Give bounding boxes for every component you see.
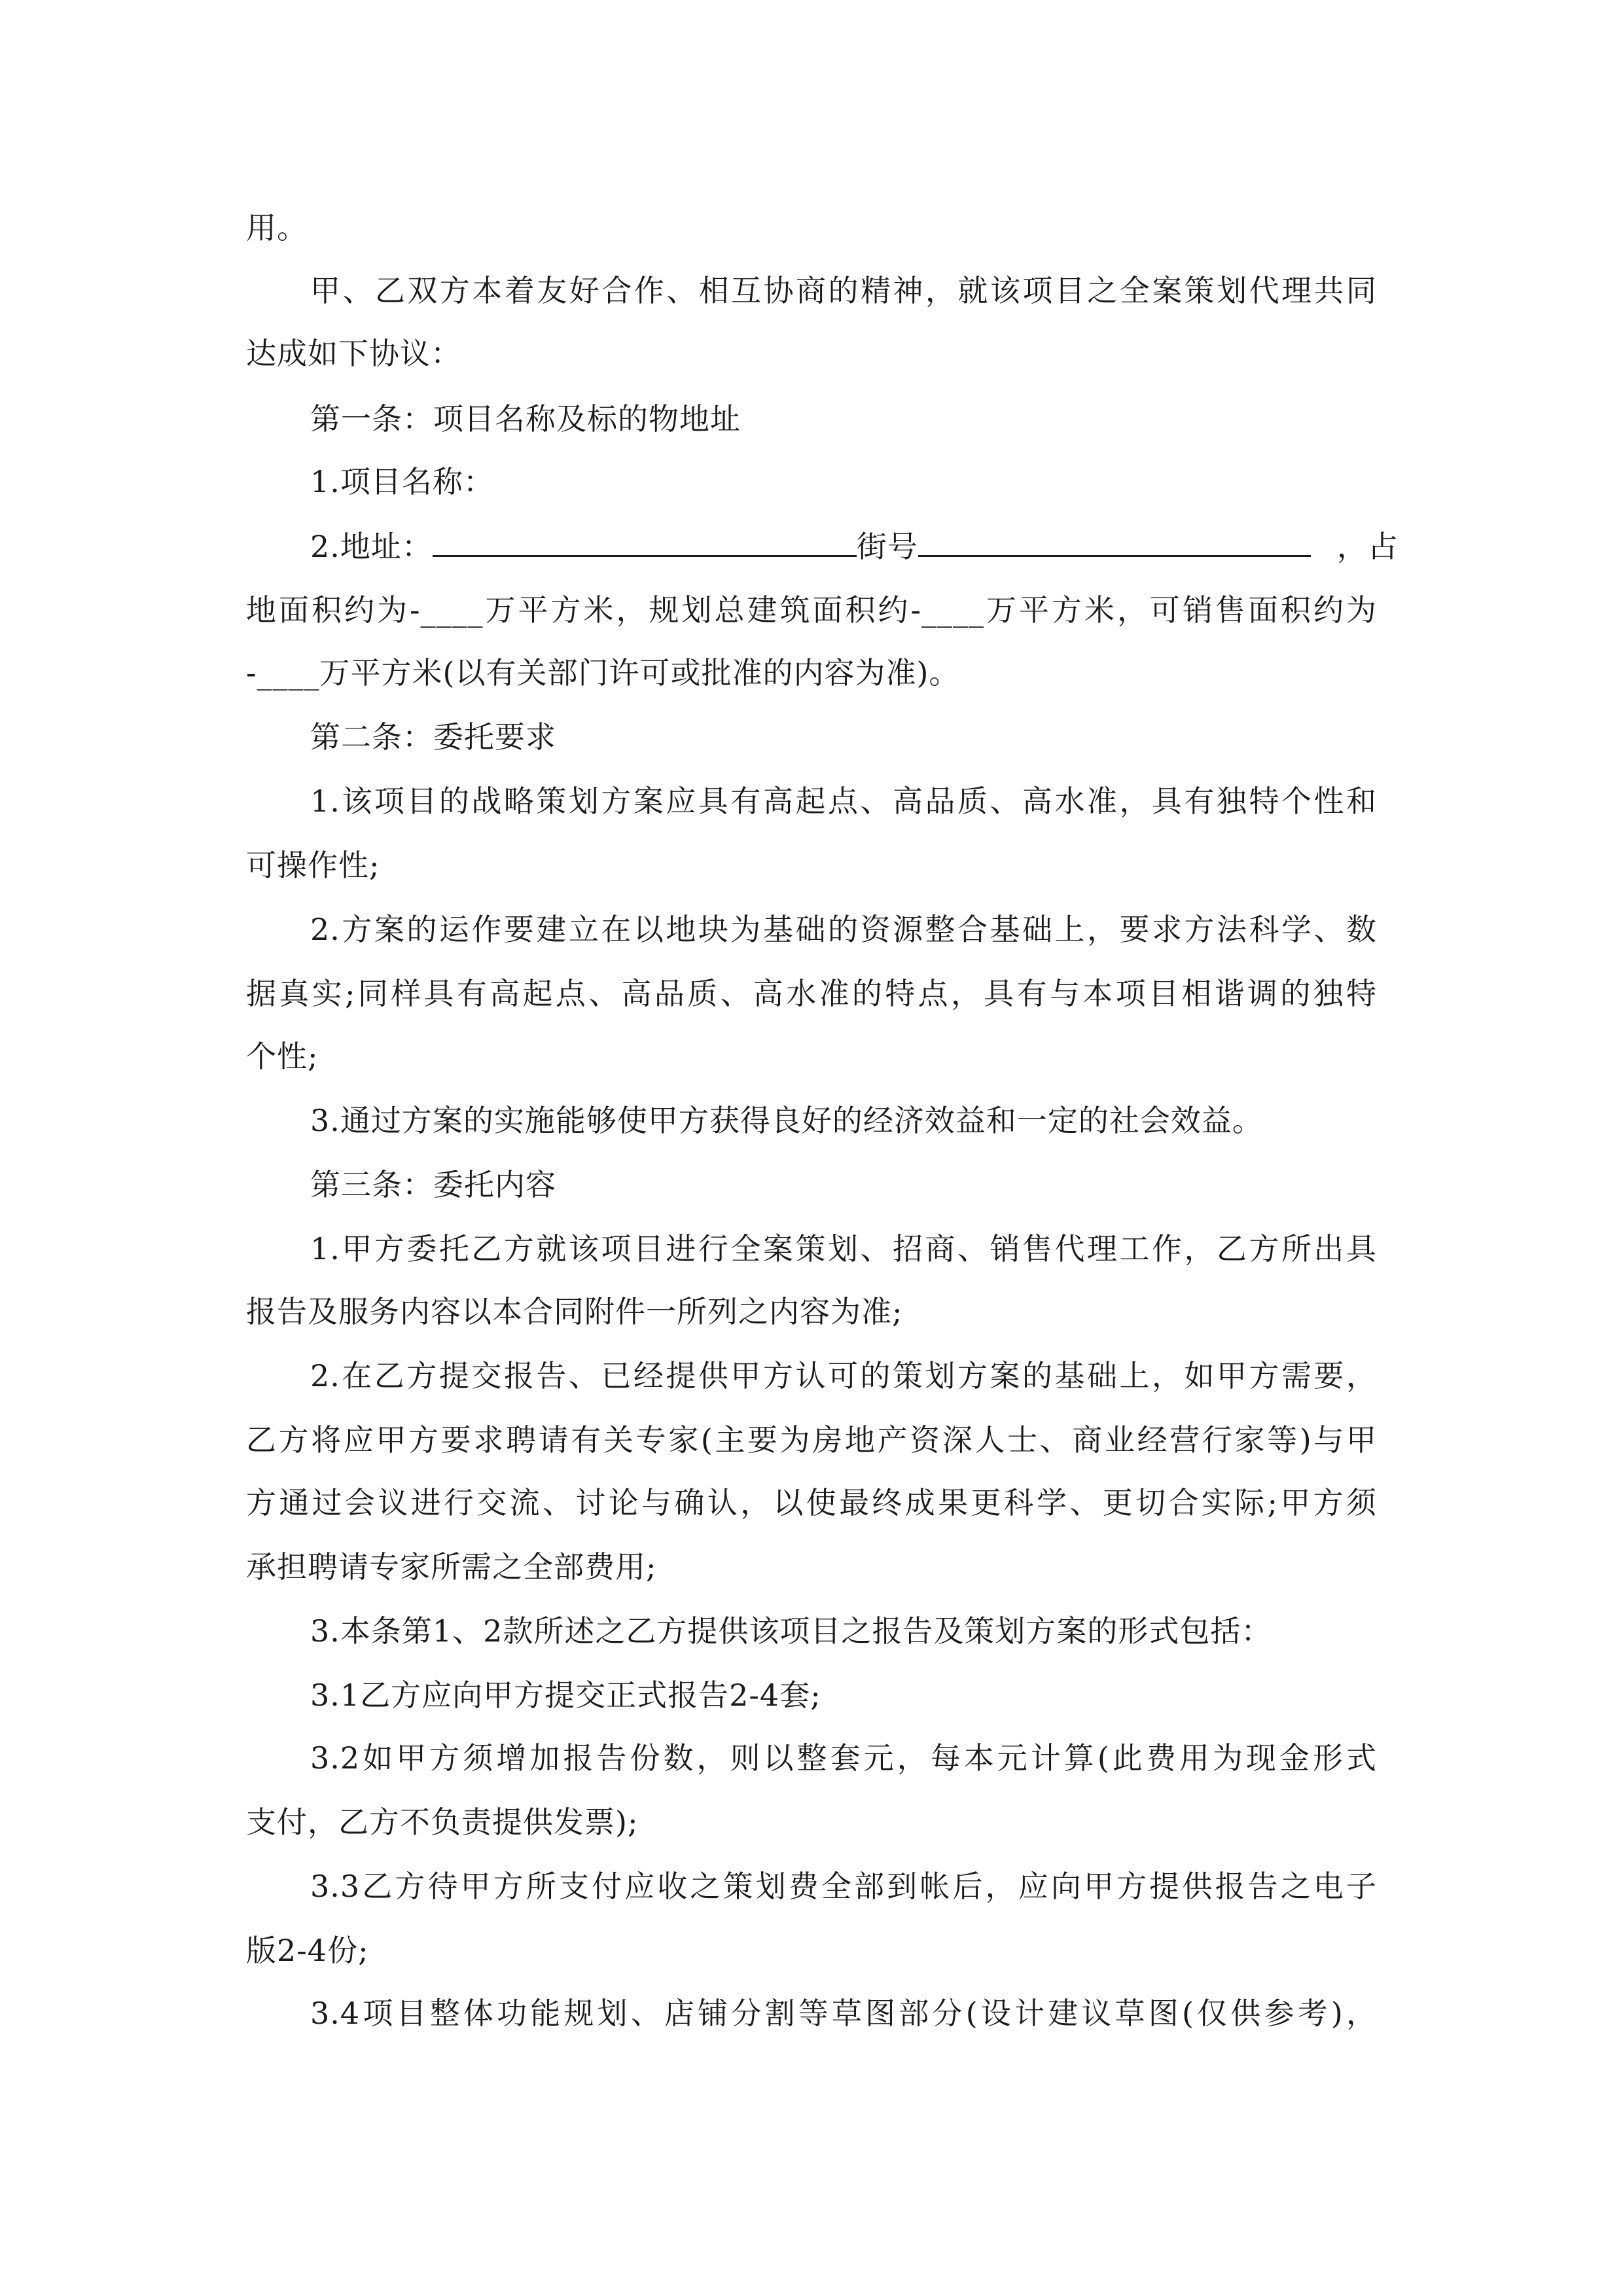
text-line: 3.通过方案的实施能够使甲方获得良好的经济效益和一定的社会效益。 xyxy=(310,1103,1263,1138)
text-line: 3.2如甲方须增加报告份数，则以整套元，每本元计算(此费用为现金形式 xyxy=(310,1740,1377,1776)
text-line: 3.1乙方应向甲方提交正式报告2-4套; xyxy=(310,1677,821,1713)
text-line: 承担聘请专家所需之全部费用; xyxy=(246,1549,657,1585)
text-line: 达成如下协议： xyxy=(246,336,461,371)
address-line xyxy=(310,526,1399,566)
text-line: 据真实;同样具有高起点、高品质、高水准的特点，具有与本项目相谐调的独特 xyxy=(246,976,1377,1011)
text-line: 可操作性; xyxy=(246,848,380,883)
street-label: 街号 xyxy=(856,529,918,564)
text-line: 1.甲方委托乙方就该项目进行全案策划、招商、销售代理工作，乙方所出具 xyxy=(310,1231,1377,1266)
text-line: 版2-4份; xyxy=(246,1933,369,1968)
text-line: 用。 xyxy=(246,210,308,245)
text-line: 2.在乙方提交报告、已经提供甲方认可的策划方案的基础上，如甲方需要， xyxy=(310,1358,1377,1393)
text-line: 3.本条第1、2款所述之乙方提供该项目之报告及策划方案的形式包括： xyxy=(310,1613,1272,1649)
text-line: 甲、乙双方本着友好合作、相互协商的精神，就该项目之全案策划代理共同 xyxy=(310,273,1377,308)
address-suffix: ，占 xyxy=(1336,529,1399,564)
text-line: 支付，乙方不负责提供发票); xyxy=(246,1804,639,1840)
article-heading: 第一条：项目名称及标的物地址 xyxy=(310,401,741,437)
text-line: 3.4项目整体功能规划、店铺分割等草图部分(设计建议草图(仅供参考)， xyxy=(310,1996,1377,2031)
text-line: 乙方将应甲方要求聘请有关专家(主要为房地产资深人士、商业经营行家等)与甲 xyxy=(246,1422,1377,1458)
address-blank-2 xyxy=(918,526,1311,557)
text-line: 个性; xyxy=(246,1039,319,1074)
text-line: 报告及服务内容以本合同附件一所列之内容为准; xyxy=(246,1294,903,1329)
text-line: 3.3乙方待甲方所支付应收之策划费全部到帐后，应向甲方提供报告之电子 xyxy=(310,1869,1377,1904)
text-line: 1.项目名称： xyxy=(310,464,494,499)
article-heading: 第三条：委托内容 xyxy=(310,1167,556,1202)
article-heading: 第二条：委托要求 xyxy=(310,719,556,755)
text-line: 2.方案的运作要建立在以地块为基础的资源整合基础上，要求方法科学、数 xyxy=(310,912,1377,947)
text-line: 方通过会议进行交流、讨论与确认，以使最终成果更科学、更切合实际;甲方须 xyxy=(246,1485,1377,1520)
text-line: -____万平方米(以有关部门许可或批准的内容为准)。 xyxy=(246,655,960,691)
text-line: 地面积约为-____万平方米，规划总建筑面积约-____万平方米，可销售面积约为 xyxy=(246,592,1377,628)
address-label: 2.地址： xyxy=(310,529,433,564)
address-blank-1 xyxy=(433,526,857,557)
text-line: 1.该项目的战略策划方案应具有高起点、高品质、高水准，具有独特个性和 xyxy=(310,783,1377,819)
